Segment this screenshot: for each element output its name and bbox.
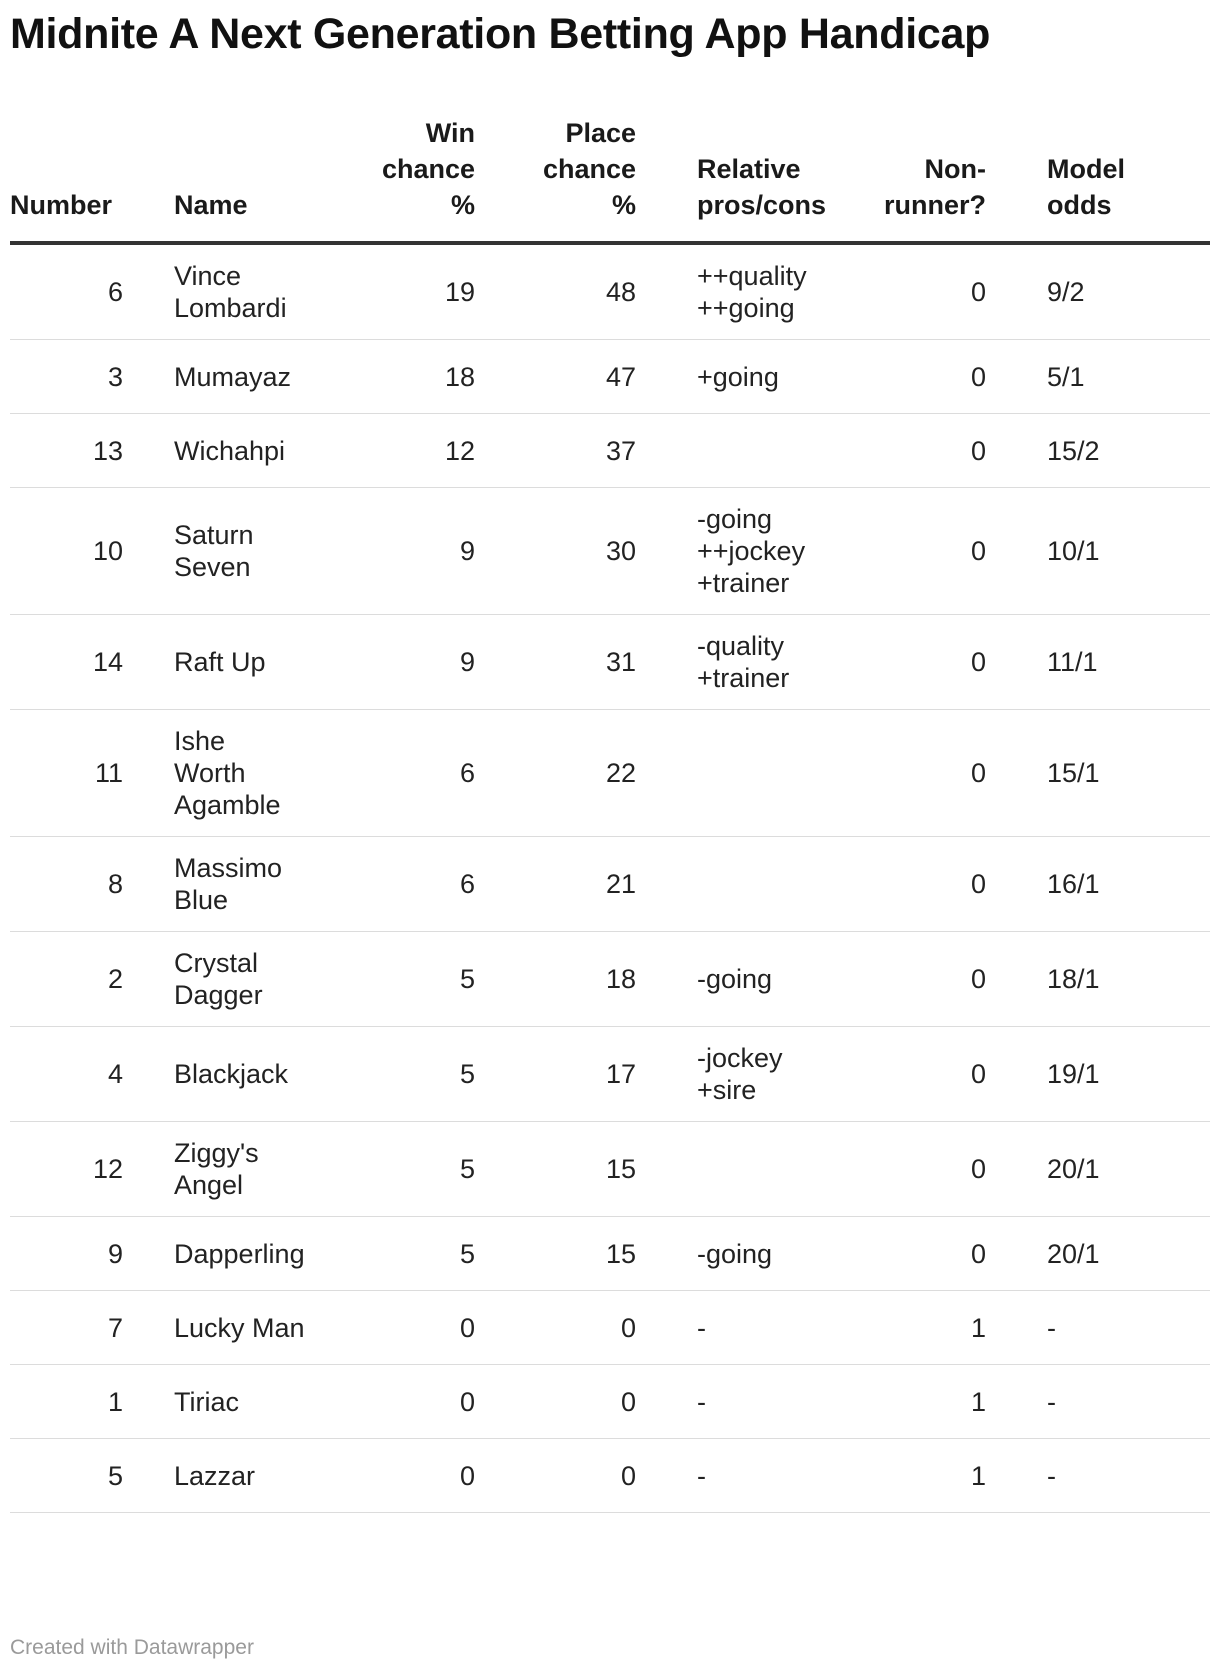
cell-model-odds: - [986,1439,1210,1513]
cell-win-chance: 6 [329,837,475,932]
cell-number: 12 [10,1122,123,1217]
table-row [10,837,1210,932]
cell-place-chance: 17 [475,1027,636,1122]
cell-win-chance: 5 [329,1217,475,1291]
cell-name: Lucky Man [123,1291,329,1365]
cell-place-chance: 31 [475,615,636,710]
cell-pros-cons: -going [636,1217,882,1291]
cell-place-chance: 0 [475,1365,636,1439]
cell-non-runner: 0 [882,243,986,340]
cell-pros-cons: - [636,1439,882,1513]
cell-name: Saturn Seven [123,488,329,615]
cell-place-chance: 48 [475,243,636,340]
cell-model-odds: 9/2 [986,243,1210,340]
table-row [10,1122,1210,1217]
cell-number: 1 [10,1365,123,1439]
cell-name: Blackjack [123,1027,329,1122]
table-row [10,1365,1210,1439]
cell-pros-cons: -quality +trainer [636,615,882,710]
cell-name: Mumayaz [123,340,329,414]
table-row [10,1027,1210,1122]
cell-pros-cons: -going ++jockey +trainer [636,488,882,615]
cell-place-chance: 18 [475,932,636,1027]
table-body [10,243,1210,1513]
cell-win-chance: 12 [329,414,475,488]
cell-non-runner: 0 [882,932,986,1027]
table-row [10,1439,1210,1513]
cell-number: 8 [10,837,123,932]
cell-model-odds: 15/1 [986,710,1210,837]
cell-win-chance: 5 [329,932,475,1027]
cell-non-runner: 0 [882,615,986,710]
cell-model-odds: 11/1 [986,615,1210,710]
datawrapper-credit: Created with Datawrapper [10,1636,254,1659]
cell-number: 10 [10,488,123,615]
cell-win-chance: 18 [329,340,475,414]
cell-pros-cons [636,1122,882,1217]
cell-model-odds: 5/1 [986,340,1210,414]
table-row [10,414,1210,488]
cell-place-chance: 47 [475,340,636,414]
cell-non-runner: 1 [882,1291,986,1365]
handicap-table [10,115,1210,1513]
table-row [10,243,1210,340]
cell-pros-cons: -jockey +sire [636,1027,882,1122]
cell-win-chance: 0 [329,1439,475,1513]
cell-number: 3 [10,340,123,414]
cell-number: 11 [10,710,123,837]
cell-pros-cons [636,414,882,488]
cell-model-odds: 15/2 [986,414,1210,488]
cell-model-odds: 18/1 [986,932,1210,1027]
cell-number: 4 [10,1027,123,1122]
cell-place-chance: 0 [475,1291,636,1365]
cell-non-runner: 0 [882,414,986,488]
table-row [10,932,1210,1027]
header-row [10,115,1210,243]
cell-pros-cons: - [636,1365,882,1439]
cell-win-chance: 5 [329,1122,475,1217]
cell-place-chance: 0 [475,1439,636,1513]
col-header-number: Number [10,115,123,243]
cell-name: Raft Up [123,615,329,710]
chart-title: Midnite A Next Generation Betting App Handicap [10,10,991,58]
table-row [10,710,1210,837]
cell-non-runner: 0 [882,1217,986,1291]
cell-place-chance: 37 [475,414,636,488]
cell-number: 9 [10,1217,123,1291]
cell-number: 2 [10,932,123,1027]
cell-name: Wichahpi [123,414,329,488]
cell-model-odds: 19/1 [986,1027,1210,1122]
col-header-non-runner: Non- runner? [882,115,986,243]
table-row [10,1217,1210,1291]
cell-place-chance: 15 [475,1122,636,1217]
cell-number: 13 [10,414,123,488]
cell-number: 7 [10,1291,123,1365]
cell-name: Lazzar [123,1439,329,1513]
cell-model-odds: 16/1 [986,837,1210,932]
cell-pros-cons: - [636,1291,882,1365]
cell-non-runner: 0 [882,1027,986,1122]
cell-number: 5 [10,1439,123,1513]
cell-non-runner: 0 [882,340,986,414]
col-header-place-chance: Place chance % [475,115,636,243]
cell-name: Ziggy's Angel [123,1122,329,1217]
cell-non-runner: 0 [882,488,986,615]
cell-win-chance: 9 [329,488,475,615]
col-header-model-odds: Model odds [986,115,1210,243]
cell-model-odds: 10/1 [986,488,1210,615]
cell-pros-cons [636,837,882,932]
col-header-win-chance: Win chance % [329,115,475,243]
cell-place-chance: 22 [475,710,636,837]
cell-name: Tiriac [123,1365,329,1439]
cell-pros-cons [636,710,882,837]
cell-non-runner: 1 [882,1365,986,1439]
cell-model-odds: - [986,1291,1210,1365]
cell-non-runner: 0 [882,710,986,837]
cell-place-chance: 30 [475,488,636,615]
cell-number: 6 [10,243,123,340]
cell-non-runner: 0 [882,1122,986,1217]
table-row [10,1291,1210,1365]
cell-win-chance: 0 [329,1365,475,1439]
col-header-pros-cons: Relative pros/cons [636,115,882,243]
cell-win-chance: 0 [329,1291,475,1365]
cell-non-runner: 1 [882,1439,986,1513]
cell-name: Massimo Blue [123,837,329,932]
cell-non-runner: 0 [882,837,986,932]
cell-name: Vince Lombardi [123,243,329,340]
cell-model-odds: 20/1 [986,1217,1210,1291]
cell-name: Ishe Worth Agamble [123,710,329,837]
cell-number: 14 [10,615,123,710]
table-row [10,615,1210,710]
cell-name: Crystal Dagger [123,932,329,1027]
cell-win-chance: 5 [329,1027,475,1122]
cell-win-chance: 6 [329,710,475,837]
cell-pros-cons: -going [636,932,882,1027]
table-row [10,340,1210,414]
cell-name: Dapperling [123,1217,329,1291]
table-row [10,488,1210,615]
cell-place-chance: 21 [475,837,636,932]
cell-win-chance: 9 [329,615,475,710]
col-header-name: Name [123,115,329,243]
cell-model-odds: 20/1 [986,1122,1210,1217]
cell-place-chance: 15 [475,1217,636,1291]
cell-pros-cons: +going [636,340,882,414]
cell-win-chance: 19 [329,243,475,340]
cell-model-odds: - [986,1365,1210,1439]
cell-pros-cons: ++quality ++going [636,243,882,340]
